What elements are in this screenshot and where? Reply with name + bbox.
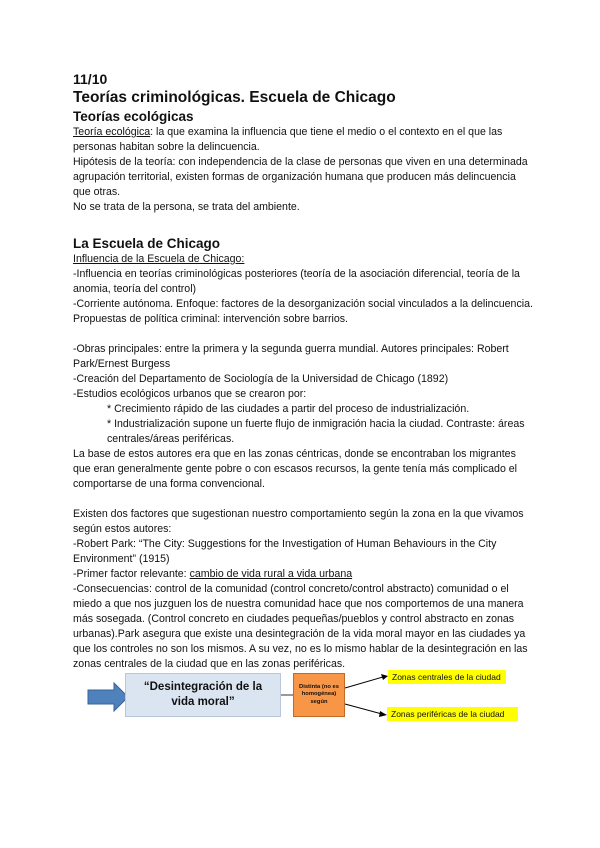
list-item: -Creación del Departamento de Sociología de la Universidad de Chicago (1892) [73, 373, 449, 385]
diagram-central-zone: Zonas centrales de la ciudad [388, 670, 506, 684]
document-page [73, 70, 533, 672]
definition-paragraph [73, 125, 533, 155]
first-factor-label: -Primer factor relevante: [73, 568, 190, 580]
park-reference: -Robert Park: “The City: Suggestions for the Investigation of Human Behaviours in the City Environment” (1915) [73, 538, 497, 565]
diagram-main-box: “Desintegración de la vida moral” [125, 673, 281, 717]
definition-text: : la que examina la influencia que tiene el medio o el contexto en el que las personas habitan sobre la delincuencia. [73, 126, 503, 153]
page-title: Teorías criminológicas. Escuela de Chicago [73, 89, 396, 106]
hypothesis-paragraph: Hipótesis de la teoría: con independencia de la clase de personas que viven en una determinada agrupación territorial, existen formas de organización humana que producen más delincuencia que otras. [73, 156, 528, 198]
first-factor-value: cambio de vida rural a vida urbana [189, 568, 353, 580]
list-item: -Obras principales: entre la primera y la segunda guerra mundial. Autores principales: Robert Park/Ernest Burgess [73, 343, 509, 370]
list-item: -Influencia en teorías criminológicas posteriores (teoría de la asociación diferencial, teoría de la anomia, teoría del control) [73, 268, 520, 295]
arrowhead-central-icon [381, 674, 388, 680]
diagram-middle-box: Distinta (no es homogénea) según [293, 673, 345, 717]
sub-list-item: * Industrialización supone un fuerte flujo de inmigración hacia la ciudad. Contraste: áreas centrales/áreas periféricas. [107, 418, 525, 445]
subheading-influence: Influencia de la Escuela de Chicago: [73, 253, 245, 265]
connector-to-peripheral [345, 704, 382, 714]
date-heading: 11/10 [73, 71, 108, 87]
sub-list-item: * Crecimiento rápido de las ciudades a partir del proceso de industrialización. [107, 403, 470, 415]
connector-to-central [345, 677, 383, 688]
first-factor [73, 567, 533, 582]
section-heading-chicago: La Escuela de Chicago [73, 236, 221, 251]
list-item: -Estudios ecológicos urbanos que se crearon por: [73, 388, 307, 400]
conclusion-paragraph: No se trata de la persona, se trata del ambiente. [73, 201, 300, 213]
blue-arrow-icon [88, 683, 128, 711]
consequences-paragraph: -Consecuencias: control de la comunidad (control concreto/control abstracto) comunidad o el miedo a que nos juzguen los de nuestra comunidad hace que nos comportemos de una manera más sosegada. (Control concreto en ciudades pequeñas/pueblos y control abstracto en zonas urbanas).Park asegura que existe una desintegración de la vida moral mayor en las ciudades ya que los controles no son los mismos. A su vez, no es lo mismo hablar de la desintegración en las zonas centrales de la ciudad que en las zonas periféricas. [73, 583, 528, 670]
base-paragraph: La base de estos autores era que en las zonas céntricas, donde se encontraban los migrantes que eran generalmente gente pobre o con escasos recursos, la gente tenía más complicado el comportarse de una forma convencional. [73, 448, 518, 490]
list-item: -Corriente autónoma. Enfoque: factores de la desorganización social vinculados a la delincuencia. Propuestas de política criminal: intervención sobre barrios. [73, 298, 533, 325]
section-heading-ecological: Teorías ecológicas [73, 109, 194, 124]
factors-intro: Existen dos factores que sugestionan nuestro comportamiento según la zona en la que vivamos según estos autores: [73, 508, 524, 535]
definition-term: Teoría ecológica [73, 126, 151, 138]
diagram-peripheral-zone: Zonas periféricas de la ciudad [387, 707, 518, 721]
arrowhead-peripheral-icon [379, 711, 387, 717]
